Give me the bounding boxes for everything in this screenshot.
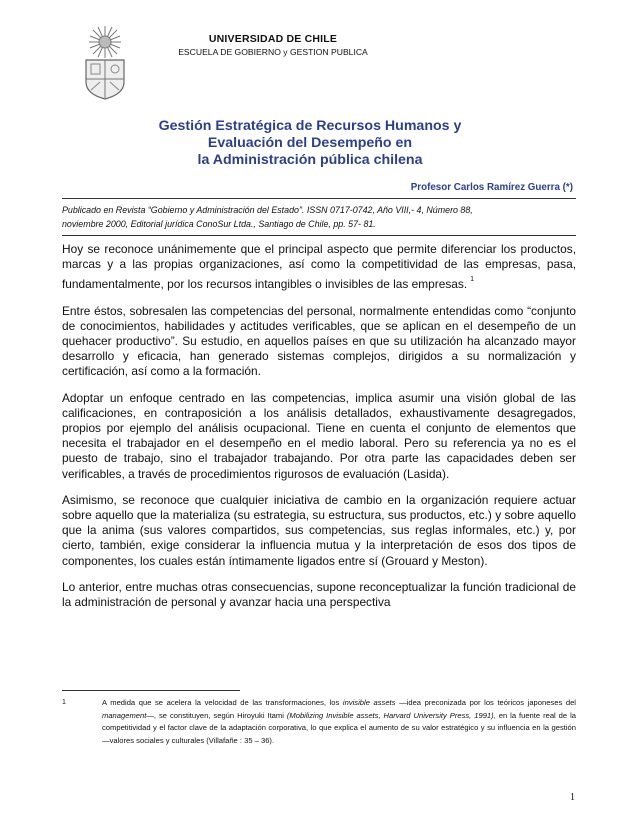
footnote-text: A medida que se acelera la velocidad de las transformaciones, los invisible assets —idea preconizada por los teóricos japoneses del management—, se constituyen, según Hiroyuki Itami (Mobilizing Invisible assets, Harvard University Press, 1991), en la fuente real de la competitividad y el factor clave de la adaptación corporativa, lo que explica el aumento de su valor estratégico y su influencia en la gestión —valores sociales y culturales (Villafañe : 35 – 36). <box>102 698 576 745</box>
publication-note <box>62 198 576 236</box>
paragraph: Entre éstos, sobresalen las competencias del personal, normalmente entendidas como “conjunto de conocimientos, habilidades y actitudes verificables, que se aplican en el desempeño de un quehacer productivo”. Su estudio, en aquellos países en que su utilización ha alcanzado mayor desarrollo y eficacia, han generado sistemas complejos, dirigidos a su normalización y certificación, así como a la formación. <box>62 303 576 379</box>
publication-line: noviembre 2000, Editorial jurídica ConoSur Ltda., Santiago de Chile, pp. 57- 81. <box>62 219 376 229</box>
paragraph: Asimismo, se reconoce que cualquier iniciativa de cambio en la organización requiere actuar sobre aquello que la materializa (su estrategia, su estructura, sus productos, etc.) y sobre aquello que la anima (sus valores compartidos, sus competencias, sus reglas informales, etc.) y, por cierto, también, exige considerar la influencia mutua y la interpretación de esos dos tipos de componentes, los cuales están íntimamente ligados entre sí (Grouard y Meston). <box>62 492 576 568</box>
university-name: UNIVERSIDAD DE CHILE <box>208 33 338 45</box>
publication-line: Publicado en Revista “Gobierno y Administración del Estado”. ISSN 0717-0742, Año VIII,- 4, Número 88, <box>62 205 473 215</box>
paragraph: Lo anterior, entre muchas otras consecuencias, supone reconceptualizar la función tradicional de la administración de personal y avanzar hacia una perspectiva <box>62 579 576 610</box>
body-text <box>62 242 576 610</box>
school-name: ESCUELA DE GOBIERNO y GESTION PUBLICA <box>178 47 368 57</box>
paragraph: Adoptar un enfoque centrado en las competencias, implica asumir una visión global de las calificaciones, en contraposición a los análisis detallados, exhaustivamente desagregados, propios por ejemplo del análisis ocupacional. Tiene en cuenta el conjunto de elementos que necesita el trabajador en el desempeño en el medio laboral. Pero su referencia ya no es el puesto de trabajo, sino el trabajador trabajando. Por otra parte las capacidades deben ser verificables, a través de procedimientos rigurosos de evaluación (Lasida). <box>62 390 576 481</box>
document-title <box>100 118 520 169</box>
title-line: Gestión Estratégica de Recursos Humanos y <box>158 118 462 134</box>
footnote-reference[interactable]: 1 <box>470 276 475 284</box>
author-byline: Profesor Carlos Ramírez Guerra (*) <box>410 182 573 193</box>
page-number: 1 <box>570 792 575 803</box>
footnote-mark: 1 <box>62 699 66 706</box>
footnote-separator <box>62 690 240 691</box>
paragraph: Hoy se reconoce unánimemente que el principal aspecto que permite diferenciar los productos, marcas y a las propias organizaciones, así como la competitividad de las empresas, pasa, fundamentalmente, por los recursos intangibles o invisibles de las empresas. $^1$ <box>62 242 576 292</box>
title-line: Evaluación del Desempeño en <box>207 135 413 151</box>
footnote <box>62 697 576 747</box>
title-line: la Administración pública chilena <box>197 152 423 168</box>
